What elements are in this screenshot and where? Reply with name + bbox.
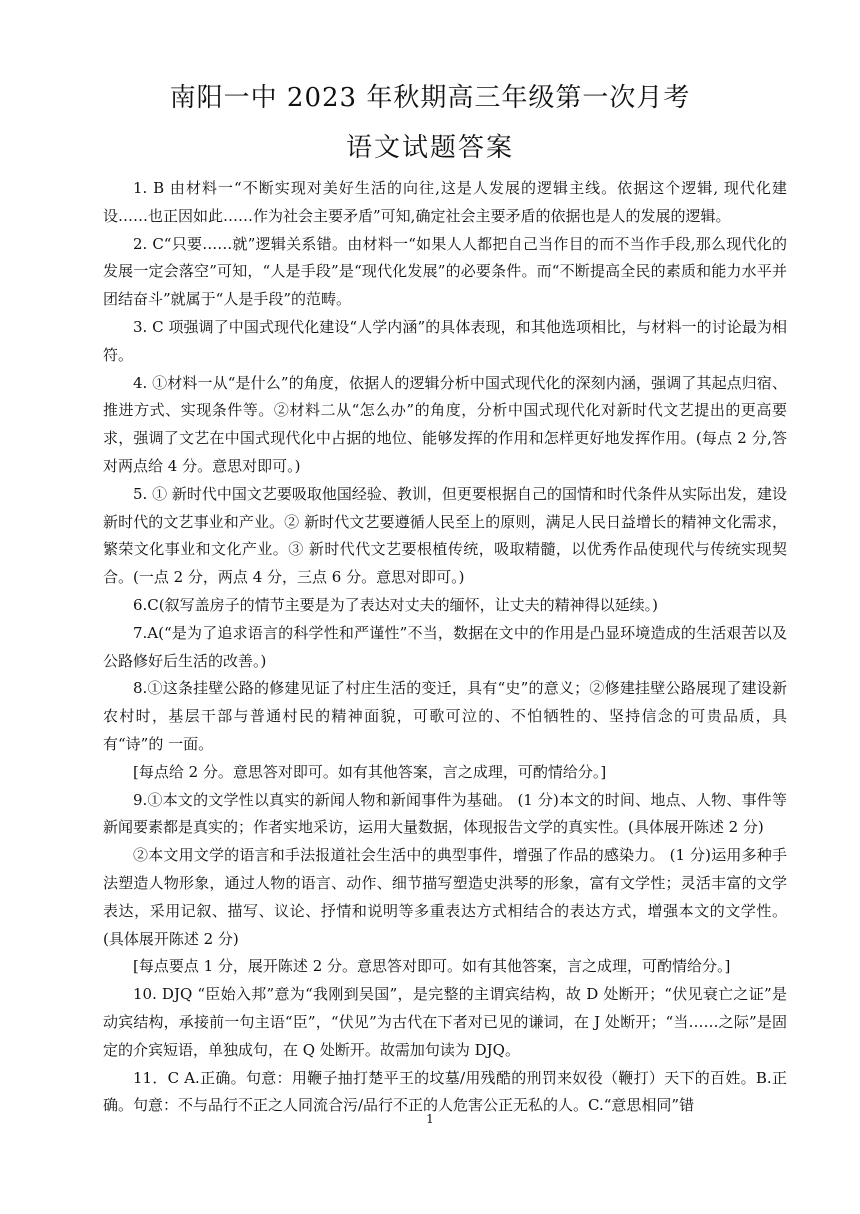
page-number: 1 — [426, 1112, 434, 1126]
answer-paragraph: 6.C(叙写盖房子的情节主要是为了表达对丈夫的缅怀，让丈夫的精神得以延续。) — [133, 595, 658, 614]
answer-paragraph: 3. C 项强调了中国式现代化建设“人学内涵”的具体表现，和其他选项相比，与材料一的讨论最为相符。 — [103, 317, 787, 364]
answer-paragraph: 7.A(“是为了追求语言的科学性和严谨性”不当，数据在文中的作用是凸显环境造成的生活艰苦以及公路修好后生活的改善。) — [103, 623, 787, 670]
answer-paragraph: 8.①这条挂壁公路的修建见证了村庄生活的变迁，具有“史”的意义；②修建挂壁公路展现了建设新农村时，基层干部与普通村民的精神面貌，可歌可泣的、不怕牺牲的、坚持信念的可贵品质，具有“诗”的 一面。 — [103, 679, 787, 753]
answer-paragraph: 5. ① 新时代中国文艺要吸取他国经验、教训，但更要根据自己的国情和时代条件从实际出发，建设新时代的文艺事业和产业。② 新时代文艺要遵循人民至上的原则，满足人民日益增长的精神文化需求，繁荣文化事业和文化产业。③ 新时代代文艺要根植传统，吸取精髓，以优秀作品使现代与传统实现契合。(一点 2 分，两点 4 分，三点 6 分。意思对即可。) — [103, 484, 787, 587]
page-subtitle: 语文试题答案 — [345, 133, 514, 163]
answer-paragraph: 4. ①材料一从“是什么”的角度，依据人的逻辑分析中国式现代化的深刻内涵，强调了其起点归宿、推进方式、实现条件等。②材料二从“怎么办”的角度，分析中国式现代化对新时代文艺提出的更高要求，强调了文艺在中国式现代化中占据的地位、能够发挥的作用和怎样更好地发挥作用。(每点 2 分,答对两点给 4 分。意思对即可。) — [103, 373, 787, 475]
answer-paragraph: 2. C“只要……就”逻辑关系错。由材料一“如果人人都把自己当作目的而不当作手段,那么现代化的发展一定会落空”可知，“人是手段”是“现代化发展”的必要条件。而“不断提高全民的素质和能力水平并团结奋斗”就属于“人是手段”的范畴。 — [103, 234, 787, 309]
scoring-note: [每点给 2 分。意思答对即可。如有其他答案，言之成理，可酌情给分。] — [133, 762, 607, 781]
answer-paragraph: 10. DJQ “臣始入邦”意为“我刚到吴国”，是完整的主谓宾结构，故 D 处断开；“伏见衰亡之证”是动宾结构，承接前一句主语“臣”，“伏见”为古代在下者对已见的谦词，在 J 处断开；“当……之际”是固定的介宾短语，单独成句，在 Q 处断开。故需加句读为 DJQ。 — [103, 985, 787, 1059]
answer-paragraph: ②本文用文学的语言和手法报道社会生活中的典型事件，增强了作品的感染力。 (1 分)运用多种手法塑造人物形象，通过人物的语言、动作、细节描写塑造史洪琴的形象，富有文学性；灵活丰富的文学表达，采用记叙、描写、议论、抒情和说明等多重表达方式相结合的表达方式，增强本文的文学性。 (具体展开陈述 2 分) — [103, 846, 787, 948]
answer-paragraph: 11．C A.正确。句意：用鞭子抽打楚平王的坟墓/用残酷的刑罚来奴役（鞭打）天下的百姓。B.正确。句意：不与品行不正之人同流合污/品行不正的人危害公正无私的人。C.“意思相同”错 — [103, 1068, 787, 1115]
answer-paragraph: 1. B 由材料一“不断实现对美好生活的向往,这是人发展的逻辑主线。依据这个逻辑, 现代化建设……也正因如此……作为社会主要矛盾”可知,确定社会主要矛盾的依据也是人的发展的逻辑。 — [103, 179, 787, 225]
scoring-note: [每点要点 1 分，展开陈述 2 分。意思答对即可。如有其他答案，言之成理，可酌情给分。] — [133, 957, 731, 976]
page-title: 南阳一中 2023 年秋期高三年级第一次月考 — [169, 83, 691, 113]
answer-paragraph: 9.①本文的文学性以真实的新闻人物和新闻事件为基础。 (1 分)本文的时间、地点、人物、事件等新闻要素都是真实的；作者实地采访，运用大量数据，体现报告文学的真实性。(具体展开陈述 2 分) — [103, 790, 787, 837]
answer-body — [103, 175, 787, 1120]
